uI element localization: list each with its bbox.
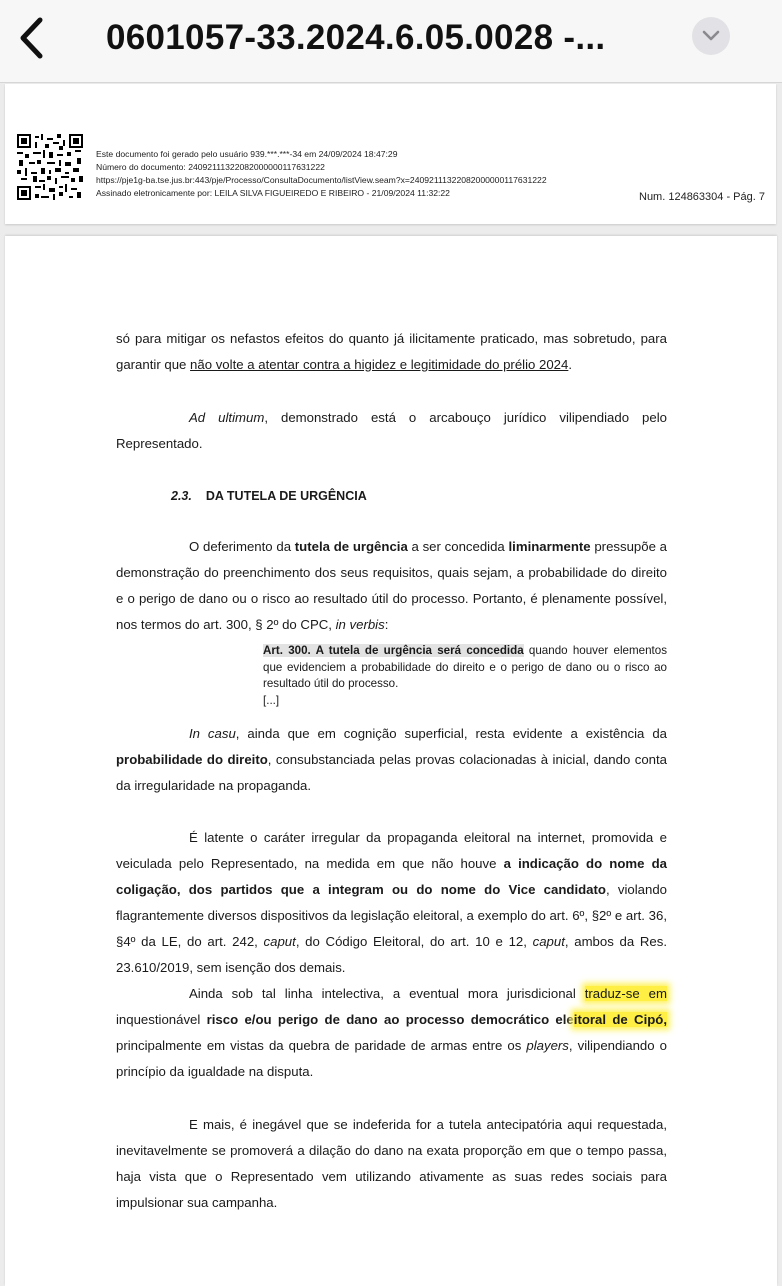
section-number: 2.3. <box>171 489 192 503</box>
meta-url: https://pje1g-ba.tse.jus.br:443/pje/Processo/ConsultaDocumento/listView.seam?x=24092111322082000000117631222 <box>96 175 547 185</box>
meta-document-number: Número do documento: 24092111322082000000117631222 <box>96 162 325 172</box>
highlighted-text: itoral de Cipó, <box>573 1012 668 1027</box>
paragraph-3: O deferimento da tutela de urgência a ser concedida liminarmente pressupõe a demonstração do preenchimento dos seus requisitos, quais sejam, a probabilidade do direito e o perigo de dano ou o risco ao resultado útil do processo. Portanto, é plenamente possível, nos termos do art. 300, § 2º do CPC, in verbis: <box>116 539 668 632</box>
chevron-down-icon <box>702 30 720 42</box>
document-body <box>116 326 667 1216</box>
section-heading <box>116 486 667 506</box>
meta-generated-by: Este documento foi gerado pelo usuário 939.***.***-34 em 24/09/2024 18:47:29 <box>96 149 398 159</box>
paragraph-2: Ad ultimum, demonstrado está o arcabouço jurídico vilipendiado pelo Representado. <box>116 410 667 451</box>
paragraph-7: E mais, é inegável que se indeferida for a tutela antecipatória aqui requestada, inevitavelmente se promoverá a dilação do dano na exata proporção em que o tempo passa, haja vista que o Representado vem utilizando ativamente as suas redes sociais para impulsionar sua campanha. <box>116 1117 667 1210</box>
paragraph-6: Ainda sob tal linha intelectiva, a eventual mora jurisdicional traduz-se em inquestionável risco e/ou perigo de dano ao processo democrático eleitoral de Cipó, principalmente em vistas da quebra de paridade de armas entre os players, vilipendiando o princípio da igualdade na disputa. <box>116 986 668 1079</box>
paragraph-5: É latente o caráter irregular da propaganda eleitoral na internet, promovida e veiculada pelo Representado, na medida em que não houve a indicação do nome da coligação, dos partidos que a integram ou do nome do Vice candidato, violando flagrantemente diversos dispositivos da legislação eleitoral, a exemplo do art. 6º, §2º e art. 36, §4º da LE, do art. 242, caput, do Código Eleitoral, do art. 10 e 12, caput, ambos da Res. 23.610/2019, sem isenção dos demais. <box>116 830 668 975</box>
back-button[interactable] <box>10 14 54 62</box>
previous-page-footer <box>5 84 776 224</box>
paragraph-4: In casu, ainda que em cognição superficial, resta evidente a existência da probabilidade do direito, consubstanciada pelas provas colacionadas à inicial, dando conta da irregularidade na propaganda. <box>116 726 667 793</box>
qr-code <box>17 134 83 200</box>
page-number: Num. 124863304 - Pág. 7 <box>639 191 765 203</box>
document-page <box>5 236 777 1286</box>
highlighted-text: traduz-se em <box>584 986 667 1001</box>
options-button[interactable] <box>692 17 730 55</box>
document-metadata <box>96 148 616 200</box>
document-title: 0601057-33.2024.6.05.0028 -... <box>106 18 606 57</box>
section-title: DA TUTELA DE URGÊNCIA <box>205 489 367 503</box>
quote-highlight: Art. 300. A tutela de urgência será concedida <box>263 644 524 657</box>
meta-signed-by: Assinado eletronicamente por: LEILA SILVA FIGUEIREDO E RIBEIRO - 21/09/2024 11:32:22 <box>96 188 450 198</box>
legal-quote: Art. 300. A tutela de urgência será concedida quando houver elementos que evidenciem a probabilidade do direito e o perigo de dano ou o risco ao resultado útil do processo. [...] <box>263 644 668 707</box>
navigation-bar <box>0 0 782 83</box>
chevron-left-icon <box>18 17 46 59</box>
underlined-text: não volte a atentar contra a higidez e legitimidade do prélio 2024 <box>190 357 569 372</box>
paragraph-1: só para mitigar os nefastos efeitos do quanto já ilicitamente praticado, mas sobretudo, para garantir que não volte a atentar contra a higidez e legitimidade do prélio 2024. <box>116 331 667 372</box>
quote-ellipsis: [...] <box>263 693 280 707</box>
